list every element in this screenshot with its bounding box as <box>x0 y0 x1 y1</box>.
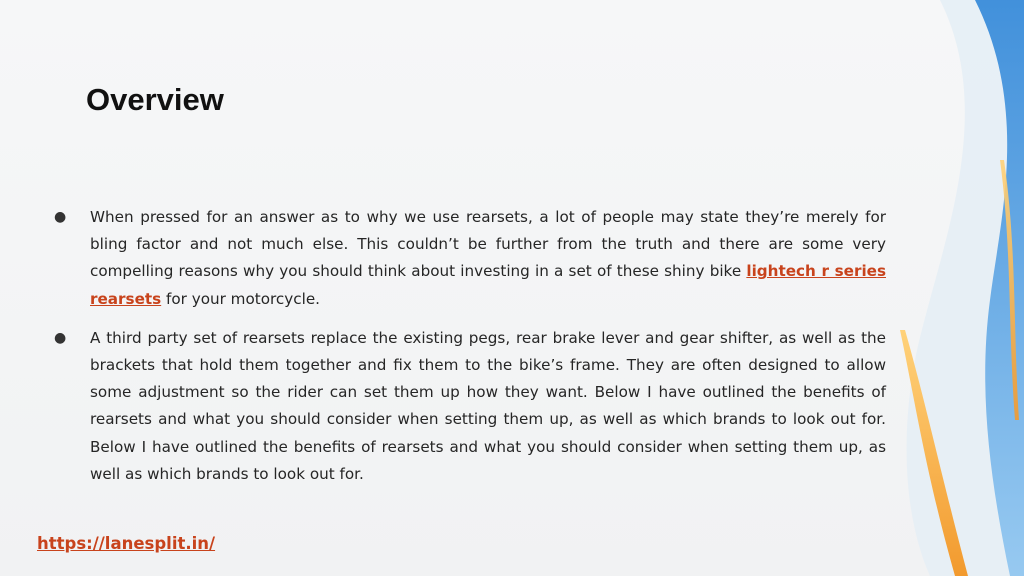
bullet-icon: ● <box>54 329 67 346</box>
bullet-list <box>40 204 886 488</box>
bullet-text-before: When pressed for an answer as to why we use rearsets, a lot of people may state they’re merely for bling factor and not much else. This couldn’t be further from the truth and there are some very compelling reasons why you should think about investing in a set of these shiny bike <box>90 208 886 281</box>
bullet-text-after: for your motorcycle. <box>161 289 321 308</box>
bullet-text: A third party set of rearsets replace the existing pegs, rear brake lever and gear shifter, as well as the brackets that hold them together and fix them to the bike’s frame. They are often designed to allow some adjustment so the rider can set them up how they want. Below I have outlined the benefits of rearsets and what you should consider when setting them up, as well as which brands to look out for. Below I have outlined the benefits of rearsets and what you should consider when setting them up, as well as which brands to look out for. <box>90 328 886 483</box>
slide-title: Overview <box>86 82 224 117</box>
lightech-rearsets-link[interactable]: lightech r series rearsets <box>90 262 886 308</box>
bullet-item <box>40 325 886 488</box>
bullet-item <box>40 204 886 313</box>
footer-website-link[interactable]: https://lanesplit.in/ <box>37 534 216 553</box>
bullet-icon: ● <box>54 209 67 225</box>
